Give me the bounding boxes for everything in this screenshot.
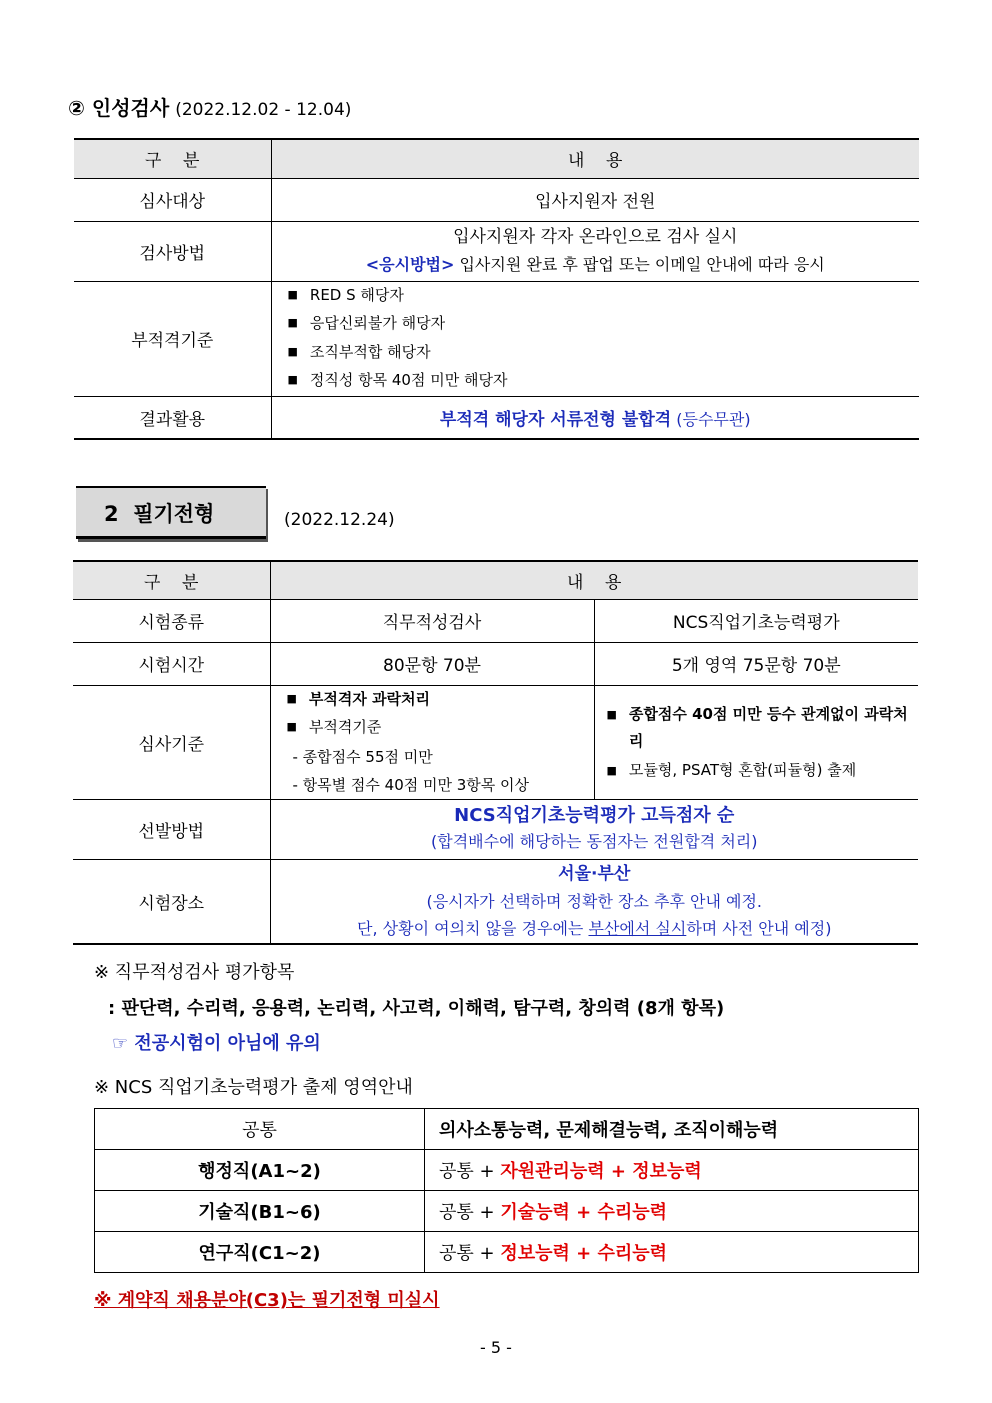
row-label-place: 시험장소 <box>73 859 270 944</box>
criteria-item: ■ 정직성 항목 40점 미만 해당자 <box>284 367 914 396</box>
row-label-selection: 선발방법 <box>73 799 270 859</box>
place-text: 단, 상황이 여의치 않을 경우에는 <box>357 918 589 938</box>
section-title-text: ② 인성검사 <box>68 96 170 120</box>
result-main: 부적격 해당자 서류전형 불합격 <box>439 409 672 430</box>
method-label: <응시방법> <box>365 255 455 274</box>
header-content: 내 용 <box>271 139 919 178</box>
aptitude-items: : 판단력, 수리력, 응용력, 논리력, 사고력, 이해력, 탐구력, 창의력 (8개 항목) <box>108 998 725 1019</box>
method-detail: 입사지원 완료 후 팝업 또는 이메일 안내에 따라 응시 <box>454 255 825 274</box>
job-label-tech: 기술직(B1~6) <box>95 1191 425 1232</box>
ncs-criteria-item2 <box>607 757 913 784</box>
job-value-research <box>425 1232 919 1273</box>
section-date: (2022.12.24) <box>284 510 395 530</box>
row-value-result <box>271 396 919 439</box>
criteria-item: ■ RED S 해당자 <box>284 282 914 311</box>
section-title-written <box>76 486 266 539</box>
place-text: 하며 사전 안내 예정) <box>686 918 832 938</box>
base-text: 공통 + <box>439 1161 501 1182</box>
criteria-item: ■ 부적격자 과락처리 <box>283 686 588 715</box>
place-line1: 서울·부산 <box>558 863 631 884</box>
row-label-time: 시험시간 <box>73 642 270 685</box>
section-title-personality <box>68 92 351 121</box>
ncs-area-table <box>94 1108 919 1273</box>
ncs-criteria-item1 <box>607 701 913 755</box>
criteria-sub: - 종합점수 55점 미만 <box>292 747 433 766</box>
job-label-research: 연구직(C1~2) <box>95 1232 425 1273</box>
square-bullet-icon: ■ <box>606 707 617 721</box>
place-line3 <box>277 915 913 942</box>
place-underlined: 부산에서 실시 <box>588 918 687 938</box>
personality-test-table <box>74 138 919 440</box>
selection-line1: NCS직업기초능력평가 고득점자 순 <box>454 805 735 826</box>
method-line2 <box>278 251 914 278</box>
header-category: 구 분 <box>74 139 271 178</box>
row-label-criteria: 부적격기준 <box>74 281 271 396</box>
job-value-tech <box>425 1191 919 1232</box>
section-date: (2022.12.02 - 12.04) <box>175 100 352 120</box>
written-test-table <box>73 560 918 945</box>
time-ncs: 5개 영역 75문항 70분 <box>594 642 918 685</box>
row-label-result: 결과활용 <box>74 396 271 439</box>
time-aptitude: 80문항 70분 <box>270 642 594 685</box>
job-label-admin: 행정직(A1~2) <box>95 1150 425 1191</box>
extra-text: 자원관리능력 + 정보능력 <box>500 1161 702 1182</box>
extra-text: 기술능력 + 수리능력 <box>500 1202 668 1223</box>
row-label-criteria: 심사기준 <box>73 685 270 799</box>
row-label-method: 검사방법 <box>74 221 271 281</box>
criteria-aptitude <box>270 685 594 799</box>
row-value-place <box>270 859 918 944</box>
criteria-item: ■ 부적격기준 <box>283 714 588 743</box>
type-ncs: NCS직업기초능력평가 <box>594 599 918 642</box>
common-value: 의사소통능력, 문제해결능력, 조직이해능력 <box>425 1109 919 1150</box>
criteria-item: 모듈형, PSAT형 혼합(피듈형) 출제 <box>628 760 857 779</box>
row-value-selection <box>270 799 918 859</box>
criteria-sub: - 항목별 점수 40점 미만 3항목 이상 <box>292 775 530 794</box>
criteria-list <box>284 282 914 396</box>
row-value-method <box>271 221 919 281</box>
selection-line2: (합격배수에 해당하는 동점자는 전원합격 처리) <box>431 832 758 851</box>
base-text: 공통 + <box>439 1243 501 1264</box>
row-value-criteria <box>271 281 919 396</box>
section-title-text: 2 필기전형 <box>104 502 215 526</box>
header-content: 내 용 <box>270 561 918 599</box>
contract-note: ※ 계약직 채용분야(C3)는 필기전형 미실시 <box>94 1290 440 1311</box>
type-aptitude: 직무적성검사 <box>270 599 594 642</box>
row-value-target: 입사지원자 전원 <box>271 178 919 221</box>
place-line2: (응시자가 선택하며 정확한 장소 추후 안내 예정. <box>426 891 762 911</box>
row-label-type: 시험종류 <box>73 599 270 642</box>
method-line1: 입사지원자 각자 온라인으로 검사 실시 <box>453 227 738 247</box>
base-text: 공통 + <box>439 1202 501 1223</box>
square-bullet-icon: ■ <box>606 763 617 777</box>
criteria-list <box>283 686 588 743</box>
common-label: 공통 <box>95 1109 425 1150</box>
row-label-target: 심사대상 <box>74 178 271 221</box>
criteria-item: 종합점수 40점 미만 등수 관계없이 과락처리 <box>628 704 908 750</box>
result-note: (등수무관) <box>671 409 751 429</box>
page-number: - 5 - <box>480 1338 512 1357</box>
criteria-ncs <box>594 685 918 799</box>
aptitude-note-title: ※ 직무적성검사 평가항목 <box>94 962 295 983</box>
job-value-admin <box>425 1150 919 1191</box>
header-category: 구 분 <box>73 561 270 599</box>
criteria-item: ■ 응답신뢰불가 해당자 <box>284 310 914 339</box>
ncs-note-title: ※ NCS 직업기초능력평가 출제 영역안내 <box>94 1077 413 1098</box>
criteria-item: ■ 조직부적합 해당자 <box>284 339 914 368</box>
extra-text: 정보능력 + 수리능력 <box>500 1243 668 1264</box>
aptitude-warning: ☞ 전공시험이 아님에 유의 <box>112 1033 321 1054</box>
